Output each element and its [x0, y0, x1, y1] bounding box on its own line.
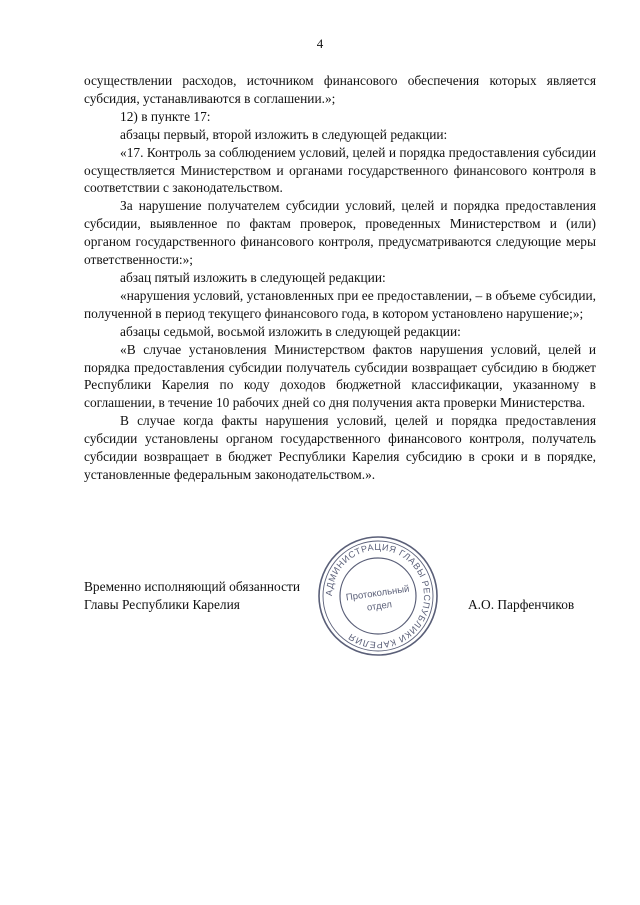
paragraph-violations: «нарушения условий, установленных при ее предоставлении, – в объеме субсидии, полученной в период текущего финансового года, в котором установлено нарушение;»;	[84, 287, 596, 321]
signatory-name: А.О. Парфенчиков	[468, 597, 575, 612]
paragraph-amend-7-8: абзацы седьмой, восьмой изложить в следующей редакции:	[120, 323, 461, 339]
stamp-outer-textpath: АДМИНИСТРАЦИЯ ГЛАВЫ РЕСПУБЛИКИ КАРЕЛИЯ	[323, 541, 433, 651]
signatory-position-line-2: Главы Республики Карелия	[84, 596, 240, 612]
page-number: 4	[316, 36, 324, 51]
stamp-center-line-2: отдел	[366, 599, 393, 614]
signatory-position	[84, 578, 300, 614]
document-body	[84, 72, 596, 484]
stamp-center-line-1: Протокольный	[345, 583, 411, 604]
paragraph-amend-5: абзац пятый изложить в следующей редакции:	[120, 269, 386, 285]
paragraph-liability: За нарушение получателем субсидии условий, целей и порядка предоставления субсидии, выявленное по фактам проверок, проведенных Министерством и (или) органом государственного финансового контроля, предусматриваются следующие меры ответственности:»;	[84, 198, 596, 268]
official-stamp	[316, 534, 440, 658]
paragraph-amend-1-2: абзацы первый, второй изложить в следующей редакции:	[120, 126, 448, 142]
signatory-position-line-1: Временно исполняющий обязанности	[84, 579, 301, 594]
paragraph-item-12: 12) в пункте 17:	[120, 108, 211, 124]
paragraph-state-control-refund: В случае когда факты нарушения условий, целей и порядка предоставления субсидии установлены органом государственного финансового контроля, получатель субсидии возвращает в бюджет Республики Карелия субсидию в сроки и в порядке, установленные федеральным законодательством.».	[84, 413, 596, 482]
paragraph-point-17: «17. Контроль за соблюдением условий, целей и порядка предоставления субсидии осуществляется Министерством и органами государственного финансового контроля в соответствии с законодательством.	[84, 144, 596, 196]
paragraph-continuation: осуществлении расходов, источником финансового обеспечения которых является субсидия, устанавливаются в соглашении.»;	[84, 73, 596, 106]
paragraph-ministry-refund: «В случае установления Министерством фактов нарушения условий, целей и порядка предоставления субсидии получатель субсидии возвращает субсидию в бюджет Республики Карелия по коду доходов бюджетной классификации, указанному в соглашении, в течение 10 рабочих дней со дня получения акта проверки Министерства.	[84, 341, 596, 411]
